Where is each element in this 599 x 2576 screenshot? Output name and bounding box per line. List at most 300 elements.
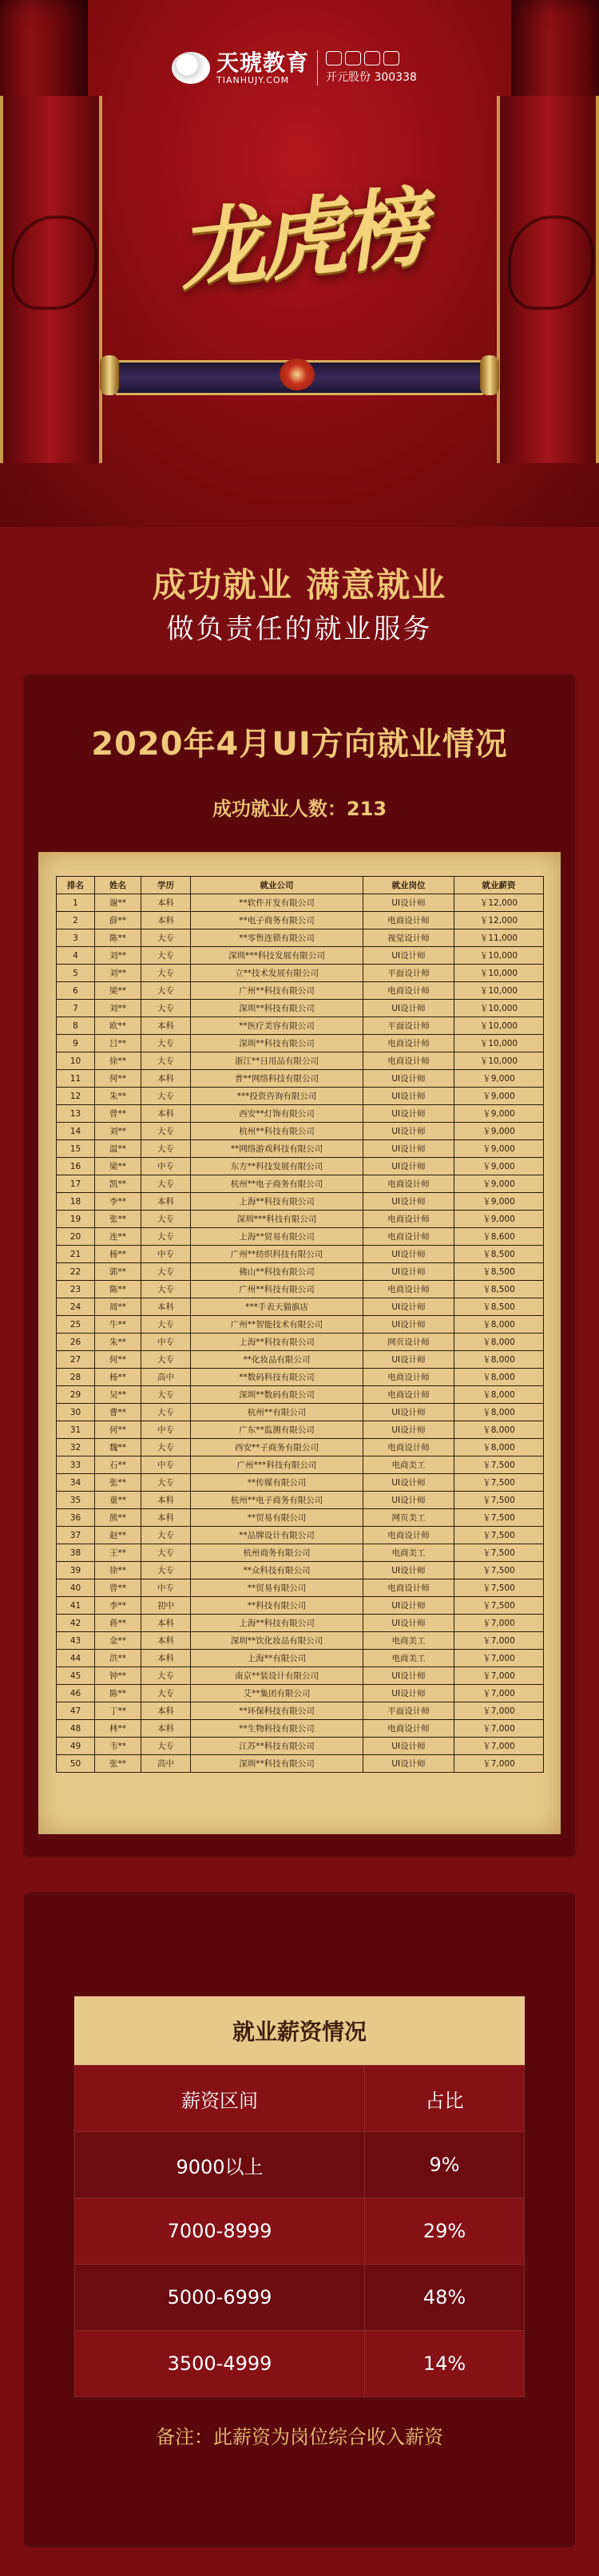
education-cell: 本科 [141,1193,191,1211]
salary-cell: ￥7,000 [454,1755,544,1773]
company-cell: 深圳**科技有限公司 [191,1000,363,1017]
position-cell: UI设计师 [363,1351,454,1369]
slogan-secondary: 做负责任的就业服务 [166,613,433,645]
salary-cell: ￥7,000 [454,1632,544,1650]
position-cell: UI设计师 [363,1738,454,1755]
table-row [57,1439,544,1456]
company-cell: 广州**纺织科技有限公司 [191,1246,363,1263]
position-cell: 电商美工 [363,1632,454,1650]
table-row [57,1351,544,1369]
table-row [57,1421,544,1439]
name-cell: 连** [95,1228,141,1246]
salary-cell: ￥7,000 [454,1650,544,1667]
employment-table [56,876,544,1773]
table-row [57,1474,544,1492]
position-cell: UI设计师 [363,1755,454,1773]
company-cell: 广州**科技有限公司 [191,1281,363,1298]
position-cell: 电商美工 [363,1456,454,1474]
salary-cell: ￥10,000 [454,1000,544,1017]
employment-count: 成功就业人数：213 [212,798,387,820]
salary-cell: ￥9,000 [454,1105,544,1123]
salary-share-header: 占比 [365,2066,525,2132]
company-cell: 深圳**饮化妆品有限公司 [191,1632,363,1650]
table-row [57,1105,544,1123]
table-row [57,1544,544,1562]
table-row [57,1017,544,1035]
education-cell: 大专 [141,1175,191,1193]
salary-cell: ￥8,000 [454,1334,544,1351]
education-cell: 大专 [141,965,191,982]
position-cell: UI设计师 [363,1492,454,1509]
company-cell: 西安**灯饰有限公司 [191,1105,363,1123]
salary-cell: ￥9,000 [454,1158,544,1175]
right-dragon-banner [497,96,599,463]
education-cell: 大专 [141,1316,191,1334]
salary-share: 9% [365,2132,525,2198]
education-cell: 大专 [141,1140,191,1158]
position-cell: 电商设计师 [363,1211,454,1228]
position-cell: UI设计师 [363,1562,454,1579]
table-row [57,1316,544,1334]
table-row [57,1369,544,1386]
position-cell: UI设计师 [363,1316,454,1334]
company-cell: **环保科技有限公司 [191,1702,363,1720]
position-cell: UI设计师 [363,1158,454,1175]
education-cell: 本科 [141,1509,191,1527]
rank-cell: 36 [57,1509,95,1527]
salary-cell: ￥8,000 [454,1404,544,1421]
education-cell: 中专 [141,1246,191,1263]
company-cell: 深圳**科技有限公司 [191,1755,363,1773]
company-cell: **零售连锁有限公司 [191,929,363,947]
salary-cell: ￥9,000 [454,1175,544,1193]
name-cell: 吕** [95,1035,141,1052]
table-row [57,1088,544,1105]
education-cell: 本科 [141,1492,191,1509]
position-cell: 平面设计师 [363,965,454,982]
position-cell: UI设计师 [363,1088,454,1105]
company-cell: 艾**集团有限公司 [191,1685,363,1702]
name-cell: 朱** [95,1334,141,1351]
salary-range: 7000-8999 [75,2198,365,2265]
rank-cell: 41 [57,1597,95,1615]
table-row [57,1000,544,1017]
position-cell: UI设计师 [363,1685,454,1702]
company-cell: 江苏**科技有限公司 [191,1738,363,1755]
name-cell: 凯** [95,1175,141,1193]
salary-cell: ￥7,500 [454,1492,544,1509]
position-cell: UI设计师 [363,1263,454,1281]
salary-note: 备注：此薪资为岗位综合收入薪资 [156,2426,443,2448]
table-row [57,1140,544,1158]
salary-cell: ￥7,500 [454,1544,544,1562]
name-cell: 林** [95,1720,141,1738]
education-cell: 本科 [141,894,191,912]
company-cell: 杭州商务有限公司 [191,1544,363,1562]
employment-panel [24,675,575,1857]
education-cell: 大专 [141,1035,191,1052]
salary-panel [24,1892,575,2547]
position-cell: 电商设计师 [363,982,454,1000]
qq-icon [364,51,380,65]
rank-cell: 26 [57,1334,95,1351]
education-cell: 大专 [141,1404,191,1421]
position-cell: UI设计师 [363,1000,454,1017]
name-cell: 周** [95,1298,141,1316]
company-cell: 上海**科技有限公司 [191,1334,363,1351]
column-header: 就业公司 [191,877,363,894]
salary-cell: ￥10,000 [454,965,544,982]
salary-cell: ￥12,000 [454,912,544,929]
name-cell: 吴** [95,1386,141,1404]
salary-cell: ￥8,000 [454,1439,544,1456]
education-cell: 大专 [141,1386,191,1404]
salary-cell: ￥7,000 [454,1720,544,1738]
position-cell: 电商美工 [363,1650,454,1667]
name-cell: 张** [95,1474,141,1492]
column-header: 姓名 [95,877,141,894]
company-cell: **生物科技有限公司 [191,1720,363,1738]
company-cell: 深圳***科技有限公司 [191,1211,363,1228]
company-cell: **电子商务有限公司 [191,912,363,929]
table-row [57,1175,544,1193]
rank-cell: 24 [57,1298,95,1316]
education-cell: 大专 [141,1351,191,1369]
dragon-emblem [508,216,594,310]
name-cell: 何** [95,1351,141,1369]
salary-cell: ￥11,000 [454,929,544,947]
education-cell: 大专 [141,1562,191,1579]
company-cell: 广州**科技有限公司 [191,982,363,1000]
position-cell: UI设计师 [363,894,454,912]
name-cell: 徐** [95,1562,141,1579]
table-row [57,1650,544,1667]
education-cell: 大专 [141,1544,191,1562]
company-cell: 东方**科技发展有限公司 [191,1158,363,1175]
table-row [57,1579,544,1597]
rank-cell: 39 [57,1562,95,1579]
name-cell: 薛** [95,912,141,929]
rank-cell: 12 [57,1088,95,1105]
hero-title: 龙虎榜 [173,176,427,303]
education-cell: 高中 [141,1369,191,1386]
name-cell: 杨** [95,1369,141,1386]
company-cell: 杭州**科技有限公司 [191,1123,363,1140]
table-row [57,1334,544,1351]
rank-cell: 45 [57,1667,95,1685]
name-cell: 温** [95,1140,141,1158]
table-row [57,894,544,912]
salary-cell: ￥7,500 [454,1579,544,1597]
company-cell: **传媒有限公司 [191,1474,363,1492]
name-cell: 陈** [95,929,141,947]
brand-domain: TIANHUJY.COM [216,74,290,85]
table-row [57,1720,544,1738]
education-cell: 大专 [141,1738,191,1755]
table-row [57,1492,544,1509]
rank-cell: 43 [57,1632,95,1650]
education-cell: 大专 [141,1000,191,1017]
table-row [57,1298,544,1316]
name-cell: 曹** [95,1404,141,1421]
education-cell: 大专 [141,1685,191,1702]
education-cell: 大专 [141,982,191,1000]
rank-cell: 10 [57,1052,95,1070]
education-cell: 大专 [141,1439,191,1456]
rank-cell: 35 [57,1492,95,1509]
position-cell: UI设计师 [363,1404,454,1421]
salary-range-header: 薪资区间 [75,2066,365,2132]
salary-cell: ￥8,500 [454,1298,544,1316]
salary-cell: ￥8,000 [454,1369,544,1386]
table-row [57,1509,544,1527]
table-row [57,965,544,982]
education-cell: 大专 [141,1052,191,1070]
position-cell: UI设计师 [363,1193,454,1211]
name-cell: 杨** [95,1246,141,1263]
education-cell: 本科 [141,1615,191,1632]
name-cell: 韦** [95,1738,141,1755]
position-cell: 电商设计师 [363,1369,454,1386]
company-cell: ***手表天猫旗店 [191,1298,363,1316]
salary-title: 就业薪资情况 [74,1996,525,2065]
education-cell: 中专 [141,1334,191,1351]
salary-cell: ￥7,000 [454,1685,544,1702]
education-cell: 大专 [141,1667,191,1685]
education-cell: 中专 [141,1579,191,1597]
name-cell: 何** [95,1421,141,1439]
rank-cell: 29 [57,1386,95,1404]
position-cell: UI设计师 [363,1615,454,1632]
table-row [57,1386,544,1404]
company-cell: 上海**贸易有限公司 [191,1228,363,1246]
position-cell: 电商设计师 [363,1175,454,1193]
position-cell: 网页设计师 [363,1334,454,1351]
rank-cell: 2 [57,912,95,929]
rank-cell: 19 [57,1211,95,1228]
salary-row [75,2132,525,2198]
name-cell: 陈** [95,1281,141,1298]
name-cell: 曾** [95,1579,141,1597]
table-row [57,1263,544,1281]
name-cell: 童** [95,1492,141,1509]
table-row [57,912,544,929]
education-cell: 大专 [141,947,191,965]
rank-cell: 42 [57,1615,95,1632]
position-cell: UI设计师 [363,1597,454,1615]
rank-cell: 9 [57,1035,95,1052]
name-cell: 赵** [95,1527,141,1544]
position-cell: 电商设计师 [363,1052,454,1070]
position-cell: UI设计师 [363,1123,454,1140]
company-cell: 普**网络科技有限公司 [191,1070,363,1088]
name-cell: 熊** [95,1509,141,1527]
name-cell: 李** [95,1193,141,1211]
rank-cell: 32 [57,1439,95,1456]
salary-share: 14% [365,2331,525,2397]
left-dragon-banner [0,96,102,463]
position-cell: 电商设计师 [363,1035,454,1052]
table-row [57,1052,544,1070]
table-row [57,1667,544,1685]
salary-range: 3500-4999 [75,2331,365,2397]
name-cell: 张** [95,1755,141,1773]
company-cell: 广东**监测有限公司 [191,1421,363,1439]
name-cell: 刘** [95,965,141,982]
salary-cell: ￥10,000 [454,1052,544,1070]
position-cell: UI设计师 [363,1070,454,1088]
education-cell: 大专 [141,1123,191,1140]
company-cell: **软件开发有限公司 [191,894,363,912]
table-row [57,1123,544,1140]
company-cell: 上海**有限公司 [191,1650,363,1667]
table-row [57,1246,544,1263]
position-cell: 电商设计师 [363,1527,454,1544]
table-row [57,1597,544,1615]
salary-cell: ￥8,000 [454,1351,544,1369]
salary-cell: ￥8,500 [454,1281,544,1298]
name-cell: 谢** [95,894,141,912]
company-cell: **化妆品有限公司 [191,1351,363,1369]
rank-cell: 48 [57,1720,95,1738]
salary-cell: ￥7,500 [454,1597,544,1615]
dragon-seal-icon [280,359,315,390]
rank-cell: 22 [57,1263,95,1281]
name-cell: 蒋** [95,1615,141,1632]
name-cell: 刘** [95,947,141,965]
rank-cell: 28 [57,1369,95,1386]
table-row [57,1035,544,1052]
rank-cell: 16 [57,1158,95,1175]
salary-cell: ￥7,500 [454,1562,544,1579]
rank-cell: 18 [57,1193,95,1211]
rank-cell: 5 [57,965,95,982]
rank-cell: 27 [57,1351,95,1369]
web-icon [383,51,399,65]
name-cell: 魏** [95,1439,141,1456]
name-cell: 曾** [95,1105,141,1123]
position-cell: 电商设计师 [363,1439,454,1456]
education-cell: 大专 [141,1228,191,1246]
table-row [57,1755,544,1773]
rank-cell: 33 [57,1456,95,1474]
rank-cell: 20 [57,1228,95,1246]
position-cell: 电商设计师 [363,912,454,929]
position-cell: 电商设计师 [363,1579,454,1597]
rank-cell: 11 [57,1070,95,1088]
name-cell: 丁** [95,1702,141,1720]
name-cell: 牛** [95,1316,141,1334]
name-cell: 朱** [95,1088,141,1105]
salary-cell: ￥8,000 [454,1316,544,1334]
table-row [57,1456,544,1474]
company-cell: 杭州**有限公司 [191,1404,363,1421]
company-cell: ***投资咨询有限公司 [191,1088,363,1105]
rank-cell: 3 [57,929,95,947]
table-row [57,929,544,947]
name-cell: 梁** [95,982,141,1000]
rank-cell: 15 [57,1140,95,1158]
table-row [57,1527,544,1544]
rank-cell: 30 [57,1404,95,1421]
position-cell: 电商设计师 [363,1386,454,1404]
rank-cell: 8 [57,1017,95,1035]
rank-cell: 50 [57,1755,95,1773]
salary-cell: ￥8,500 [454,1246,544,1263]
social-icons [326,51,417,65]
table-row [57,1158,544,1175]
position-cell: UI设计师 [363,1105,454,1123]
company-cell: **医疗美容有限公司 [191,1017,363,1035]
table-row [57,1211,544,1228]
position-cell: UI设计师 [363,1140,454,1158]
salary-cell: ￥7,000 [454,1702,544,1720]
position-cell: 电商美工 [363,1544,454,1562]
table-row [57,1228,544,1246]
education-cell: 大专 [141,1211,191,1228]
salary-row [75,2265,525,2331]
education-cell: 本科 [141,912,191,929]
brand-logo [172,44,435,92]
name-cell: 郭** [95,1263,141,1281]
name-cell: 石** [95,1456,141,1474]
company-cell: **贸易有限公司 [191,1579,363,1597]
salary-row [75,2198,525,2265]
education-cell: 本科 [141,1632,191,1650]
employment-table-body [57,894,544,1773]
slogan-primary: 成功就业 满意就业 [152,565,447,604]
table-row [57,1702,544,1720]
salary-range: 5000-6999 [75,2265,365,2331]
company-cell: 深圳**科技有限公司 [191,1035,363,1052]
company-cell: 南京**装设计有限公司 [191,1667,363,1685]
table-row [57,1615,544,1632]
education-cell: 大专 [141,1474,191,1492]
name-cell: 欧** [95,1017,141,1035]
column-header: 排名 [57,877,95,894]
salary-cell: ￥8,000 [454,1386,544,1404]
position-cell: 网页美工 [363,1509,454,1527]
position-cell: UI设计师 [363,947,454,965]
rank-cell: 37 [57,1527,95,1544]
education-cell: 大专 [141,1527,191,1544]
company-cell: 广州**智能技术有限公司 [191,1316,363,1334]
name-cell: 徐** [95,1052,141,1070]
company-cell: **众科技有限公司 [191,1562,363,1579]
brand-name: 天琥教育 [216,49,310,76]
education-cell: 本科 [141,1720,191,1738]
wechat-icon [345,51,361,65]
rank-cell: 21 [57,1246,95,1263]
company-cell: 杭州**电子商务有限公司 [191,1175,363,1193]
table-row [57,1685,544,1702]
salary-header-row [75,2066,525,2132]
rank-cell: 6 [57,982,95,1000]
name-cell: 洪** [95,1650,141,1667]
salary-cell: ￥7,000 [454,1615,544,1632]
position-cell: UI设计师 [363,1667,454,1685]
rank-cell: 38 [57,1544,95,1562]
employment-title: 2020年4月UI方向就业情况 [91,726,508,763]
table-row [57,947,544,965]
name-cell: 王** [95,1544,141,1562]
education-cell: 大专 [141,929,191,947]
salary-cell: ￥10,000 [454,982,544,1000]
table-row [57,1193,544,1211]
salary-cell: ￥8,600 [454,1228,544,1246]
hero-banner [0,0,599,527]
company-cell: **数码科技有限公司 [191,1369,363,1386]
